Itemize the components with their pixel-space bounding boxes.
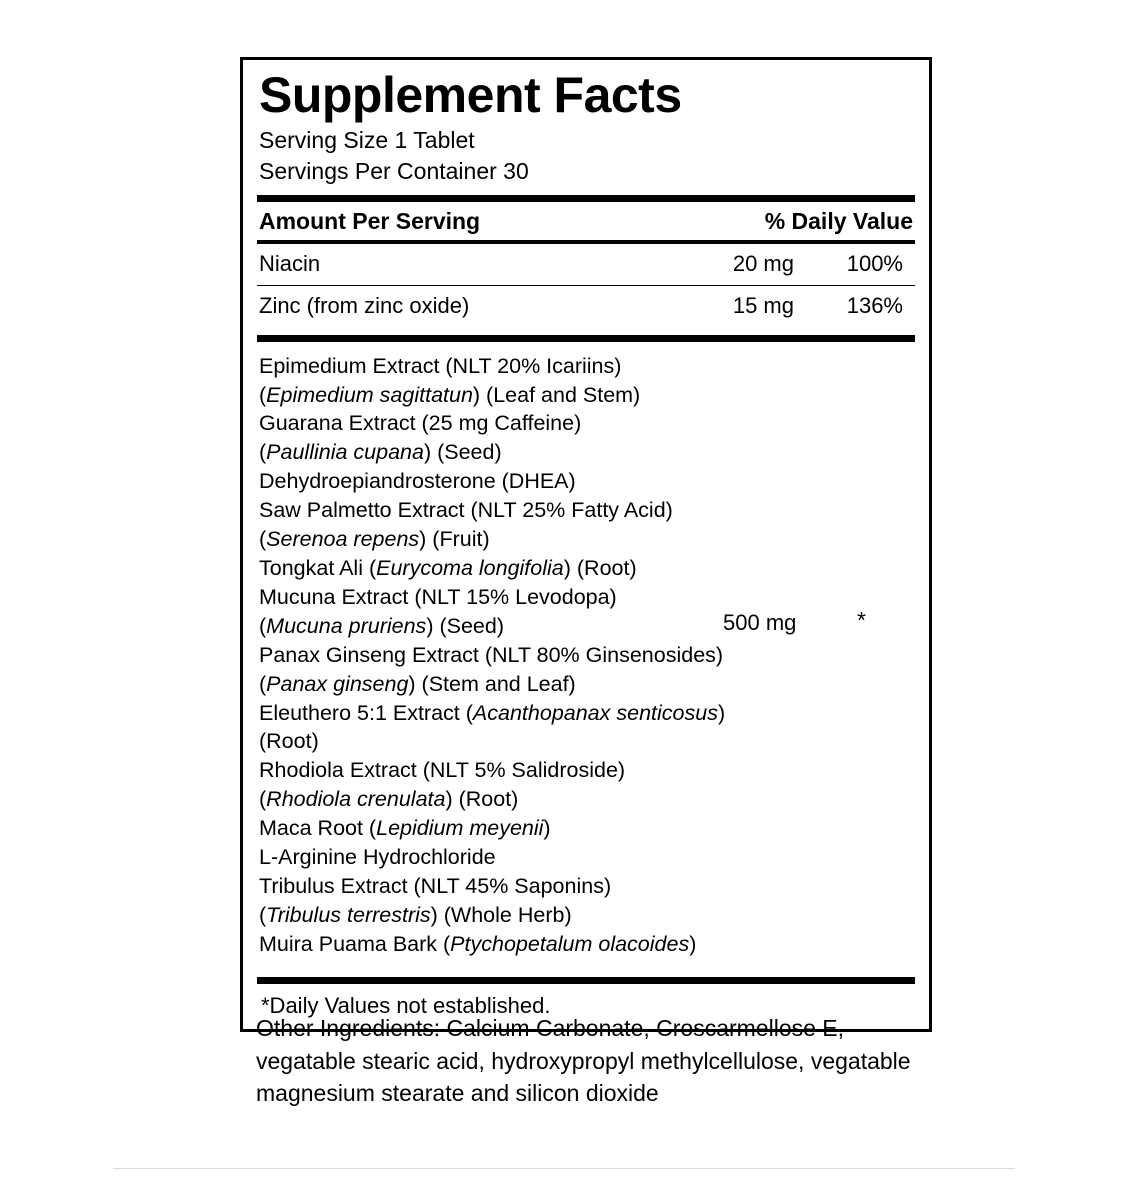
servings-per-container-text: Servings Per Container 30: [259, 157, 529, 184]
header-amount-per-serving: Amount Per Serving: [259, 207, 481, 234]
blend-ingredient-line: (Tribulus terrestris) (Whole Herb): [259, 902, 572, 927]
blend-ingredient-line: L-Arginine Hydrochloride: [259, 845, 496, 870]
blend-ingredient-line: Guarana Extract (25 mg Caffeine): [259, 411, 582, 436]
blend-ingredient-line: Mucuna Extract (NLT 15% Levodopa): [259, 584, 617, 609]
blend-ingredient-line: Tongkat Ali (Eurycoma longifolia) (Root): [259, 555, 637, 580]
nutrient-name: Zinc (from zinc oxide): [259, 292, 470, 318]
nutrient-daily-value: 136%: [846, 292, 903, 318]
blend-ingredient-line: Panax Ginseng Extract (NLT 80% Ginsenosides): [259, 642, 724, 667]
nutrient-daily-value: 100%: [846, 250, 903, 276]
serving-size-text: Serving Size 1 Tablet: [259, 127, 475, 153]
supplement-facts-panel: [240, 57, 932, 1032]
blend-ingredient-line: Epimedium Extract (NLT 20% Icariins): [259, 353, 622, 378]
blend-ingredient-line: Dehydroepiandrosterone (DHEA): [259, 469, 576, 494]
table-row: [257, 286, 915, 327]
header-daily-value: % Daily Value: [764, 207, 913, 234]
blend-ingredient-line: Maca Root (Lepidium meyenii): [259, 816, 551, 841]
blend-ingredient-line: (Mucuna pruriens) (Seed): [259, 613, 504, 638]
blend-ingredient-line: Rhodiola Extract (NLT 5% Salidroside): [259, 758, 626, 783]
blend-ingredient-line: (Root): [259, 729, 319, 754]
page-bottom-divider: [113, 1168, 1015, 1169]
blend-daily-value: *: [857, 606, 866, 633]
nutrient-name: Niacin: [259, 250, 321, 276]
divider-thick-middle: [257, 335, 915, 342]
blend-ingredient-line: (Paullinia cupana) (Seed): [259, 440, 502, 465]
table-row: [257, 244, 915, 285]
nutrient-amount: 15 mg: [732, 292, 794, 318]
divider-thick-top: [257, 195, 915, 202]
table-header-row: [257, 202, 915, 240]
blend-amount: 500 mg: [723, 609, 797, 635]
daily-value-footnote: *Daily Values not established.: [261, 992, 551, 1018]
blend-ingredient-line: (Epimedium sagittatun) (Leaf and Stem): [259, 382, 641, 407]
divider-thick-bottom: [257, 977, 915, 984]
blend-ingredient-list: [259, 352, 726, 959]
proprietary-blend-row: [257, 342, 915, 969]
nutrient-amount: 20 mg: [732, 250, 794, 276]
blend-ingredient-line: (Serenoa repens) (Fruit): [259, 527, 490, 552]
panel-title: Supplement Facts: [259, 67, 682, 123]
other-ingredients-text: Other Ingredients: Calcium Carbonate, Croscarmellose E, vegatable stearic acid, hydroxypropyl methylcellulose, vegatable magnesium stearate and silicon dioxide: [256, 1015, 911, 1107]
blend-ingredient-line: (Panax ginseng) (Stem and Leaf): [259, 671, 576, 696]
blend-ingredient-line: Tribulus Extract (NLT 45% Saponins): [259, 873, 612, 898]
blend-ingredient-line: (Rhodiola crenulata) (Root): [259, 787, 519, 812]
blend-ingredient-line: Saw Palmetto Extract (NLT 25% Fatty Acid): [259, 498, 673, 523]
blend-ingredient-line: Eleuthero 5:1 Extract (Acanthopanax senticosus): [259, 700, 726, 725]
blend-ingredient-line: Muira Puama Bark (Ptychopetalum olacoides): [259, 931, 697, 956]
